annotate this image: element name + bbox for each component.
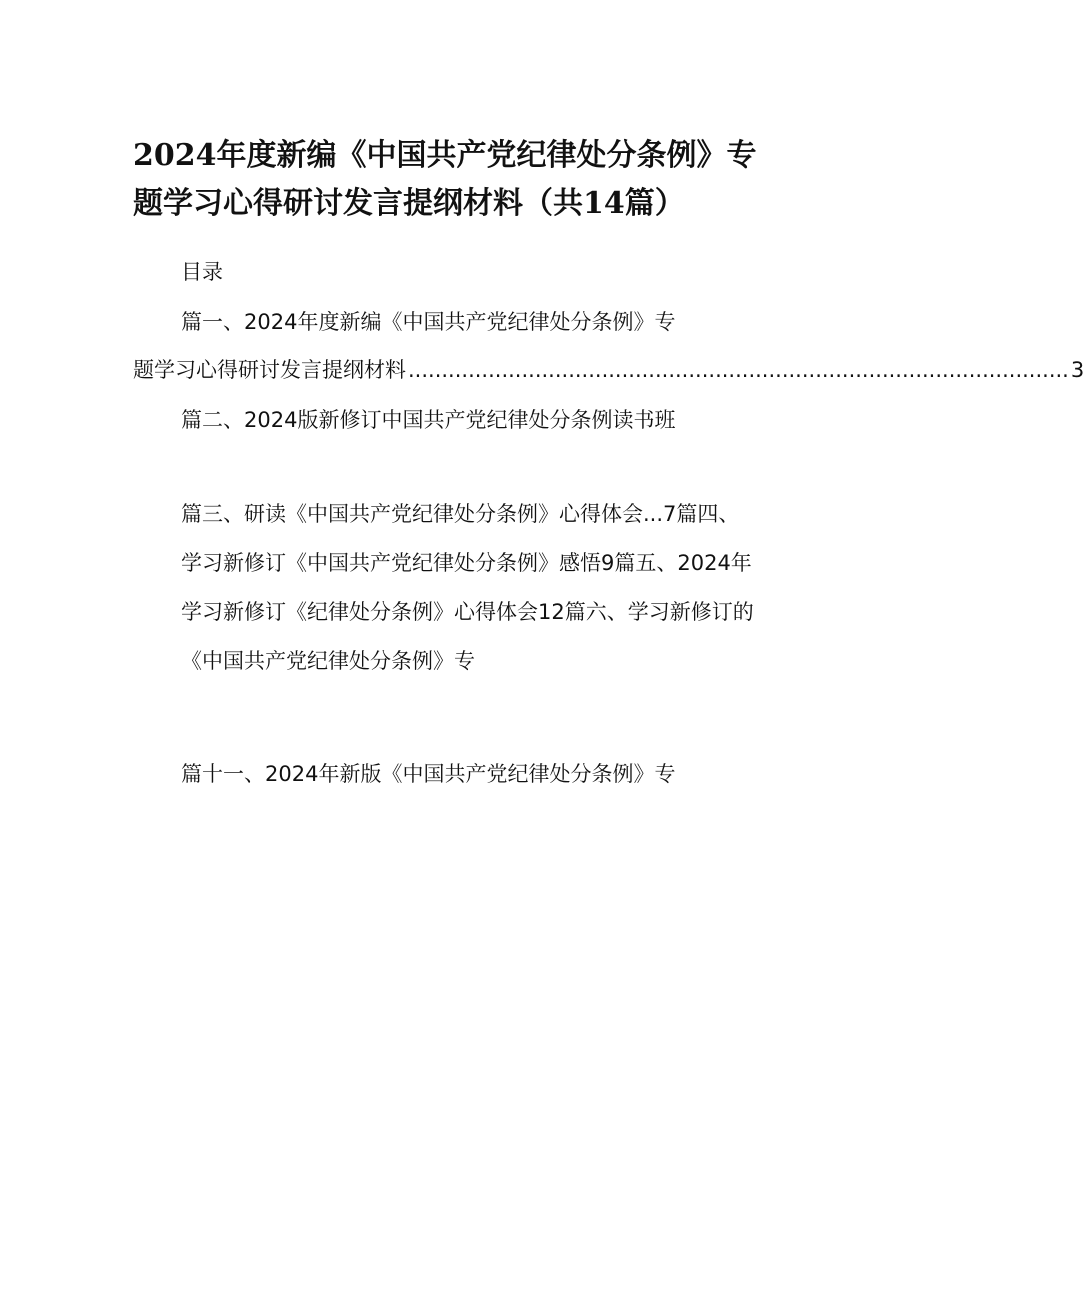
toc-entry-3-line-2[interactable]: 学习新修订《中国共产党纪律处分条例》感悟9篇五、2024年 bbox=[181, 551, 752, 575]
toc-entry-3-line-1[interactable]: 篇三、研读《中国共产党纪律处分条例》心得体会...7篇四、 bbox=[181, 502, 740, 526]
toc-entry-1-line-1[interactable]: 篇一、2024年度新编《中国共产党纪律处分条例》专 bbox=[181, 310, 676, 334]
toc-entry-3-line-3[interactable]: 学习新修订《纪律处分条例》心得体会12篇六、学习新修订的 bbox=[181, 600, 754, 624]
toc-heading: 目录 bbox=[181, 260, 223, 284]
toc-entry-1-text: 题学习心得研讨发言提纲材料 bbox=[133, 358, 406, 382]
toc-entry-1-page-number: 3 bbox=[1070, 358, 1084, 382]
title-line-1: 2024年度新编《中国共产党纪律处分条例》专 bbox=[133, 138, 757, 173]
toc-leader-dots: ................................................................................................... bbox=[408, 358, 1069, 382]
toc-entry-11[interactable]: 篇十一、2024年新版《中国共产党纪律处分条例》专 bbox=[181, 762, 676, 786]
toc-entry-1-line-2[interactable] bbox=[133, 356, 1084, 384]
document-title bbox=[133, 132, 813, 228]
toc-entry-2[interactable]: 篇二、2024版新修订中国共产党纪律处分条例读书班 bbox=[181, 408, 676, 432]
title-line-2: 题学习心得研讨发言提纲材料（共14篇） bbox=[133, 186, 685, 221]
toc-entry-3-line-4[interactable]: 《中国共产党纪律处分条例》专 bbox=[181, 649, 475, 673]
